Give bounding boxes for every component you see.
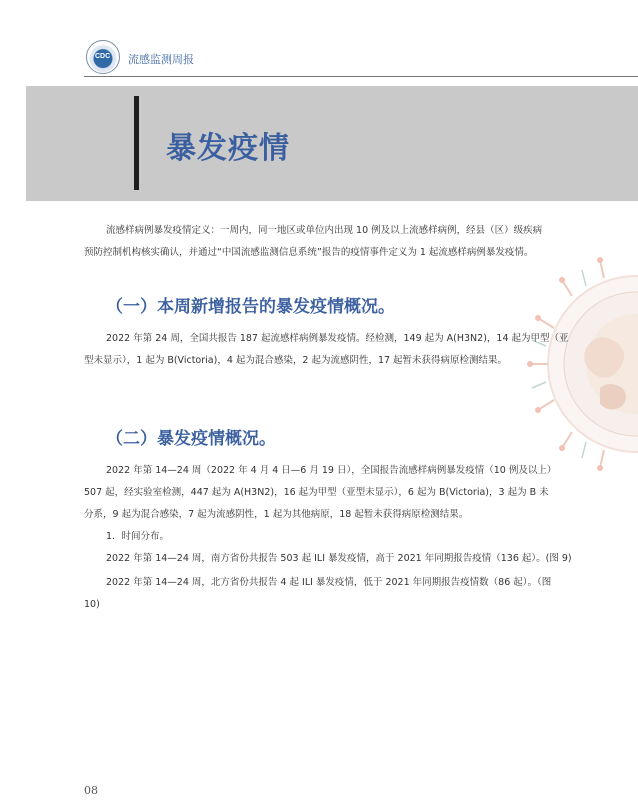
section-1-heading: （一）本周新增报告的暴发疫情概况。	[106, 297, 395, 317]
intro-line-2: 预防控制机构核实确认，并通过“中国流感监测信息系统”报告的疫情事件定义为 1 起流感样病例暴发疫情。	[84, 247, 534, 258]
title-banner	[26, 86, 638, 201]
page-number: 08	[84, 784, 98, 797]
section-2-heading: （二）暴发疫情概况。	[106, 429, 276, 449]
section-2-para-2: 2022 年第 14—24 周，南方省份共报告 503 起 ILI 暴发疫情，高于 2021 年同期报告疫情（136 起）。(图 9)	[106, 553, 572, 564]
section-2-para-1-line-1: 2022 年第 14—24 周（2022 年 4 月 4 日—6 月 19 日），全国报告流感样病例暴发疫情（10 例及以上）	[106, 465, 557, 476]
banner-accent-bar	[134, 96, 139, 190]
header-divider	[84, 76, 638, 77]
section-1-line-1: 2022 年第 24 周，全国共报告 187 起流感样病例暴发疫情。经检测，149 起为 A(H3N2)，14 起为甲型（亚	[106, 333, 569, 344]
section-2-para-1-line-2: 507 起，经实验室检测，447 起为 A(H3N2)，16 起为甲型（亚型未显示），6 起为 B(Victoria)，3 起为 B 未	[84, 487, 549, 498]
section-2-para-1-line-3: 分系，9 起为混合感染，7 起为流感阴性，1 起为其他病原，18 起暂未获得病原检测结果。	[84, 509, 469, 520]
section-2-para-3-line-1: 2022 年第 14—24 周，北方省份共报告 4 起 ILI 暴发疫情，低于 2021 年同期报告疫情数（86 起）。（图	[106, 577, 552, 588]
cdc-logo-icon	[86, 40, 120, 74]
intro-line-1: 流感样病例暴发疫情定义：一周内，同一地区或单位内出现 10 例及以上流感样病例，经县（区）级疾病	[106, 225, 543, 236]
page-header	[0, 0, 638, 78]
section-2-item-1: 1．时间分布。	[106, 531, 170, 542]
section-2-para-3-line-2: 10)	[84, 599, 100, 610]
section-1-line-2: 型未显示），1 起为 B(Victoria)，4 起为混合感染，2 起为流感阴性，17 起暂未获得病原检测结果。	[84, 355, 508, 366]
header-title: 流感监测周报	[128, 53, 194, 66]
logo-text: CDC	[95, 53, 111, 60]
virus-illustration-icon	[516, 248, 638, 480]
page-title: 暴发疫情	[166, 131, 290, 166]
